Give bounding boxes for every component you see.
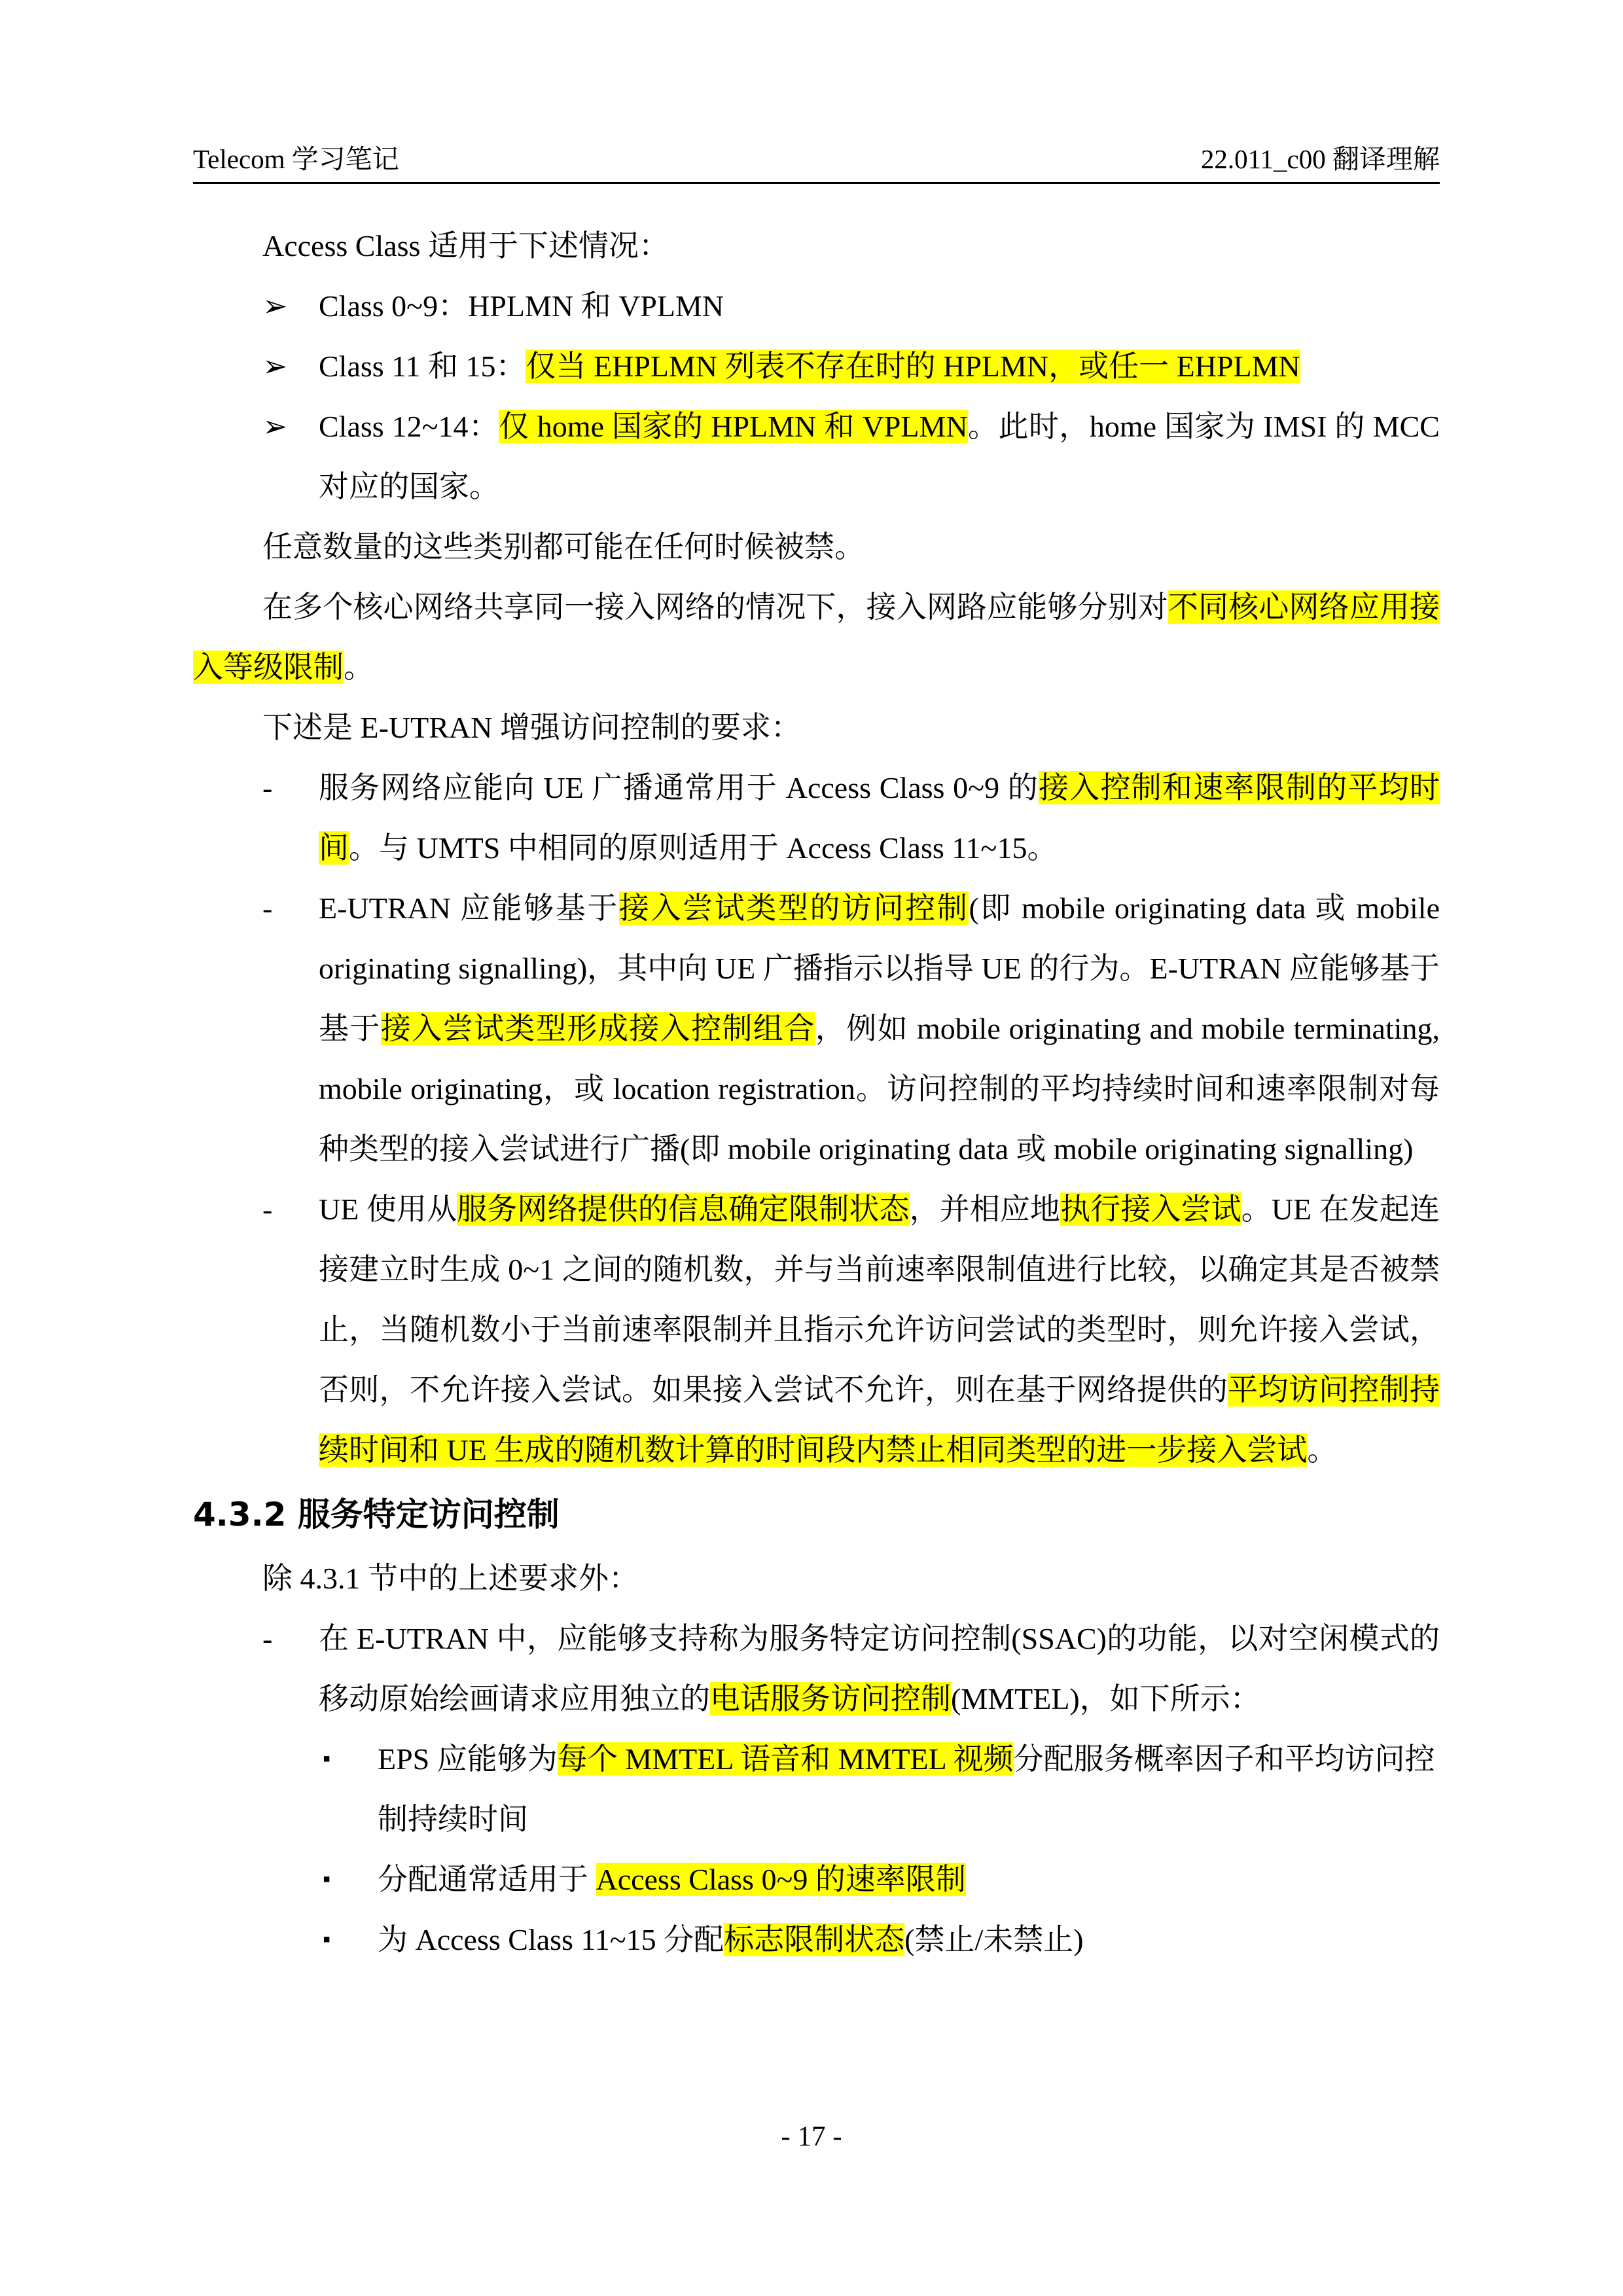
paragraph: 在多个核心网络共享同一接入网络的情况下，接入网路应能够分别对不同核心网络应用接入等级限制。: [193, 590, 1440, 684]
highlighted-text: 电话服务访问控制: [710, 1682, 951, 1715]
sub-item: ▪ 为 Access Class 11~15 分配标志限制状态(禁止/未禁止): [193, 1910, 1440, 1970]
page-header: [193, 132, 1440, 184]
paragraph: 任意数量的这些类别都可能在任何时候被禁。: [262, 530, 865, 564]
highlighted-text: 接入尝试类型形成接入控制组合: [380, 1012, 815, 1045]
header-right: 22.011_c00 翻译理解: [1200, 144, 1440, 174]
highlighted-text: 标志限制状态: [724, 1923, 905, 1956]
paragraph: 下述是 E-UTRAN 增强访问控制的要求：: [262, 711, 801, 744]
highlighted-text: 接入尝试类型的访问控制: [618, 891, 969, 925]
page-number: - 17 -: [781, 2121, 842, 2152]
paragraph: 除 4.3.1 节中的上述要求外：: [262, 1562, 639, 1595]
highlighted-text: 仅 home 国家的 HPLMN 和 VPLMN: [499, 410, 968, 443]
arrow-bullet-icon: ➢: [262, 410, 288, 443]
highlighted-text: Access Class 0~9 的速率限制: [596, 1863, 966, 1896]
highlighted-text: 仅当 EHPLMN 列表不存在时的 HPLMN，或任一 EHPLMN: [526, 350, 1300, 383]
square-bullet-icon: ▪: [323, 1747, 331, 1771]
highlighted-text: 执行接入尝试: [1060, 1193, 1241, 1226]
header-left: Telecom 学习笔记: [193, 144, 399, 174]
section-heading: 4.3.2 服务特定访问控制: [193, 1496, 560, 1534]
class-item: ➢ Class 12~14：仅 home 国家的 HPLMN 和 VPLMN。此时，home 国家为 IMSI 的 MCC 对应的国家。: [193, 397, 1440, 517]
sub-item: ▪ 分配通常适用于 Access Class 0~9 的速率限制: [193, 1850, 1440, 1910]
arrow-bullet-icon: ➢: [262, 350, 288, 383]
sub-item: ▪ EPS 应能够为每个 MMTEL 语音和 MMTEL 视频分配服务概率因子和平均访问控制持续时间: [193, 1729, 1440, 1850]
requirement-item: - UE 使用从服务网络提供的信息确定限制状态，并相应地执行接入尝试。UE 在发起连接建立时生成 0~1 之间的随机数，并与当前速率限制值进行比较，以确定其是否被禁止，当随机数小于当前速率限制并且指示允许访问尝试的类型时，则允许接入尝试，否则，不允许接入尝试。如果接入尝试不允许，则在基于网络提供的平均访问控制持续时间和 UE 生成的随机数计算的时间段内禁止相同类型的进一步接入尝试。: [193, 1179, 1440, 1480]
dash-bullet-icon: -: [262, 891, 273, 925]
square-bullet-icon: ▪: [323, 1928, 331, 1952]
ssac-item: - 在 E-UTRAN 中，应能够支持称为服务特定访问控制(SSAC)的功能，以对空闲模式的移动原始绘画请求应用独立的电话服务访问控制(MMTEL)，如下所示：: [193, 1609, 1440, 1729]
highlighted-text: 接入控制和速率限制的平均时间: [319, 771, 1440, 865]
requirement-item: - 服务网络应能向 UE 广播通常用于 Access Class 0~9 的接入控制和速率限制的平均时间。与 UMTS 中相同的原则适用于 Access Class 11~15。: [193, 758, 1440, 878]
class-item: ➢ Class 0~9：HPLMN 和 VPLMN: [193, 276, 1440, 336]
highlighted-text: 不同核心网络应用接入等级限制: [193, 590, 1440, 684]
arrow-bullet-icon: ➢: [262, 289, 288, 323]
page-body: [193, 216, 1440, 1970]
dash-bullet-icon: -: [262, 1622, 273, 1655]
highlighted-text: 服务网络提供的信息确定限制状态: [457, 1193, 910, 1226]
highlighted-text: 平均访问控制持续时间和 UE 生成的随机数计算的时间段内禁止相同类型的进一步接入尝试: [319, 1373, 1440, 1467]
dash-bullet-icon: -: [262, 771, 273, 804]
requirement-item: - E-UTRAN 应能够基于接入尝试类型的访问控制(即 mobile originating data 或 mobile originating signalling)，其中向 UE 广播指示以指导 UE 的行为。E-UTRAN 应能够基于基于接入尝试类型形成接入控制组合，例如 mobile originating and mobile terminating, mobile originating，或 location registration。访问控制的平均持续时间和速率限制对每种类型的接入尝试进行广播(即 mobile originating data 或 mobile originating signalling): [193, 878, 1440, 1179]
square-bullet-icon: ▪: [323, 1867, 331, 1892]
highlighted-text: 每个 MMTEL 语音和 MMTEL 视频: [557, 1742, 1014, 1776]
intro-paragraph: Access Class 适用于下述情况：: [262, 229, 669, 262]
dash-bullet-icon: -: [262, 1193, 273, 1226]
class-item: ➢ Class 11 和 15：仅当 EHPLMN 列表不存在时的 HPLMN，或任一 EHPLMN: [193, 336, 1440, 397]
